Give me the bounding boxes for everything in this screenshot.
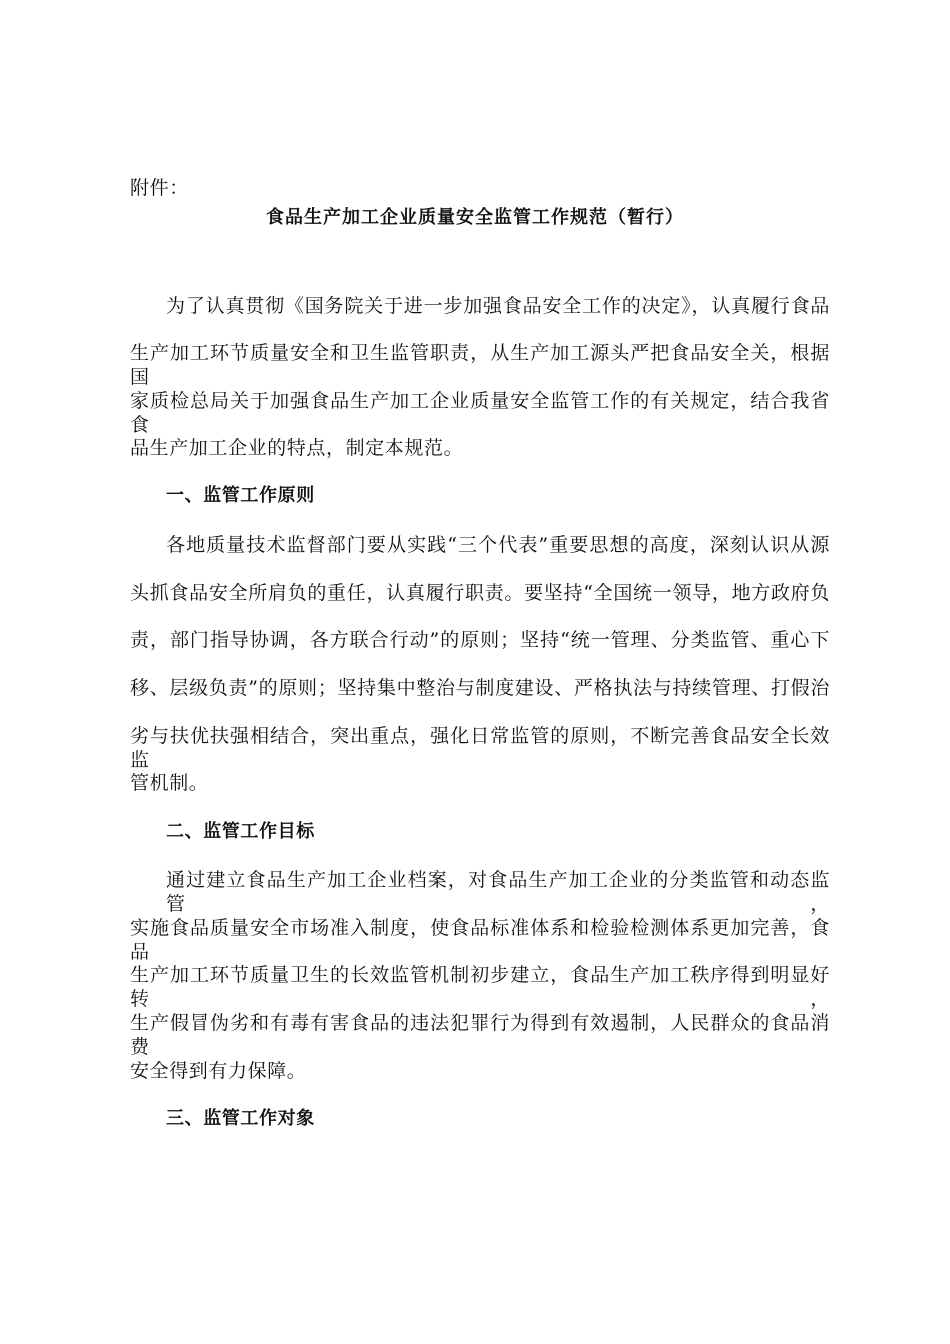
section-line: 责，部门指导协调，各方联合行动”的原则；坚持“统一管理、分类监管、重心下 <box>130 629 830 651</box>
intro-line: 生产加工环节质量安全和卫生监管职责，从生产加工源头严把食品安全关，根据国 <box>130 342 830 388</box>
section-line: 安全得到有力保障。 <box>130 1060 307 1082</box>
section-line: 实施食品质量安全市场准入制度，使食品标准体系和检验检测体系更加完善，食品 <box>130 917 830 963</box>
section-line: 生产假冒伪劣和有毒有害食品的违法犯罪行为得到有效遏制，人民群众的食品消费 <box>130 1012 830 1058</box>
attachment-label: 附件： <box>130 177 189 199</box>
section-line: 劣与扶优扶强相结合，突出重点，强化日常监管的原则，不断完善食品安全长效监 <box>130 725 830 771</box>
section-line: 管机制。 <box>130 772 209 794</box>
section-heading: 一、监管工作原则 <box>166 485 315 506</box>
intro-line: 品生产加工企业的特点，制定本规范。 <box>130 437 464 459</box>
section-line: 各地质量技术监督部门要从实践“三个代表”重要思想的高度，深刻认识从源 <box>166 534 830 556</box>
section-heading: 三、监管工作对象 <box>166 1108 315 1129</box>
section-line: 通过建立食品生产加工企业档案，对食品生产加工企业的分类监管和动态监管， <box>166 869 830 915</box>
document-title: 食品生产加工企业质量安全监管工作规范（暂行） <box>266 207 684 228</box>
intro-line: 家质检总局关于加强食品生产加工企业质量安全监管工作的有关规定，结合我省食 <box>130 390 830 436</box>
section-line: 移、层级负责”的原则；坚持集中整治与制度建设、严格执法与持续管理、打假治 <box>130 677 830 699</box>
section-line: 头抓食品安全所肩负的重任，认真履行职责。要坚持“全国统一领导，地方政府负 <box>130 582 830 604</box>
section-heading: 二、监管工作目标 <box>166 821 315 842</box>
section-line: 生产加工环节质量卫生的长效监管机制初步建立，食品生产加工秩序得到明显好转， <box>130 964 830 1010</box>
intro-line: 为了认真贯彻《国务院关于进一步加强食品安全工作的决定》，认真履行食品 <box>166 295 830 317</box>
